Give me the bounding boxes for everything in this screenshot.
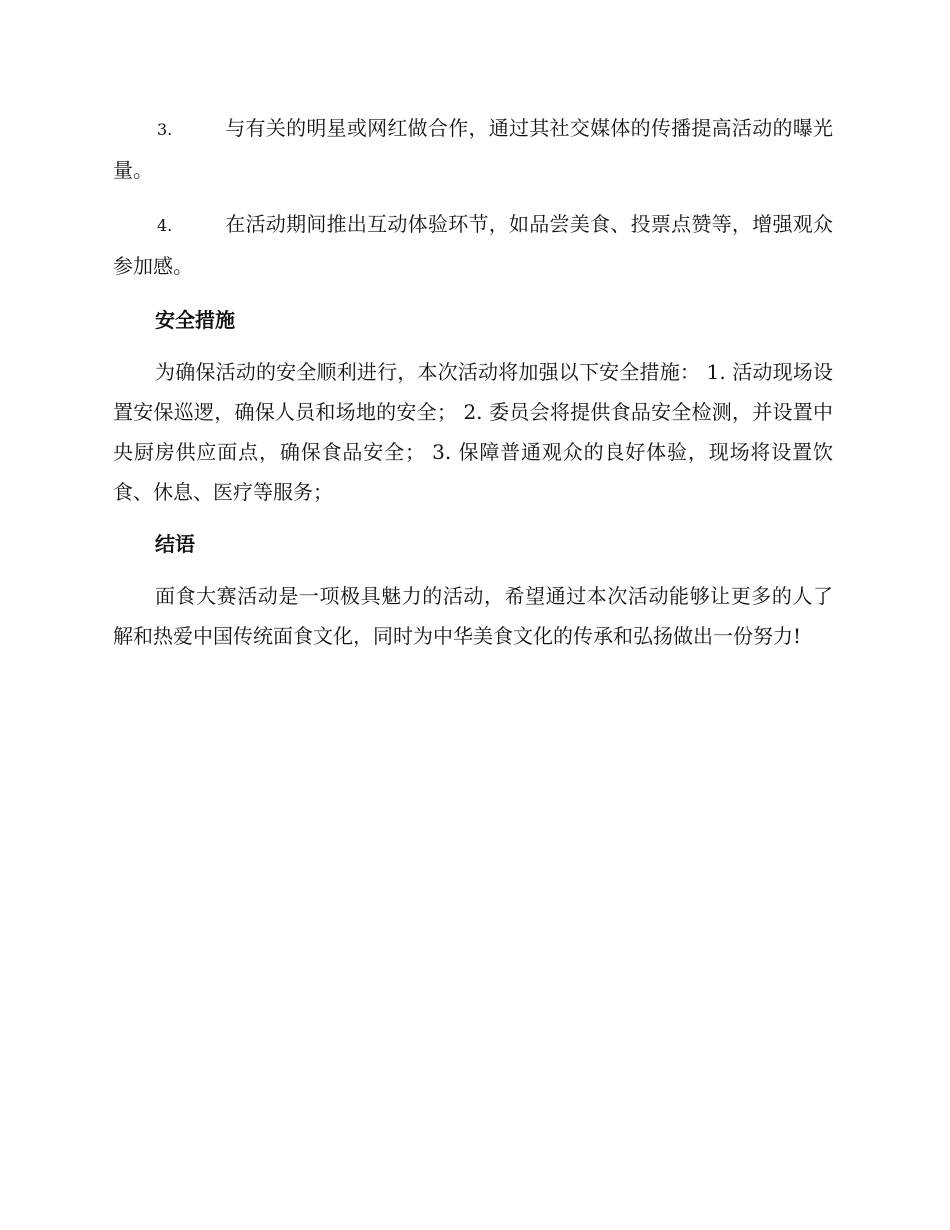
conclusion-paragraph: 面食大赛活动是一项极具魅力的活动，希望通过本次活动能够让更多的人了解和热爱中国传统面食文化，同时为中华美食文化的传承和弘扬做出一份努力! xyxy=(113,584,833,648)
conclusion-heading: 结语 xyxy=(155,532,195,556)
list-item-text: 与有关的明星或网红做合作，通过其社交媒体的传播提高活动的曝光量。 xyxy=(113,116,833,182)
list-number: 3. xyxy=(157,120,173,139)
safety-heading: 安全措施 xyxy=(155,308,235,332)
list-number: 4. xyxy=(157,216,173,235)
list-item-4 xyxy=(113,204,833,286)
safety-paragraph: 为确保活动的安全顺利进行，本次活动将加强以下安全措施： 1. 活动现场设置安保巡逻，确保人员和场地的安全； 2. 委员会将提供食品安全检测，并设置中央厨房供应面点，确保食品安全； 3. 保障普通观众的良好体验，现场将设置饮食、休息、医疗等服务； xyxy=(113,360,833,504)
list-item-3 xyxy=(113,108,833,190)
document-page xyxy=(113,108,833,668)
list-item-text: 在活动期间推出互动体验环节，如品尝美食、投票点赞等，增强观众参加感。 xyxy=(113,212,833,278)
